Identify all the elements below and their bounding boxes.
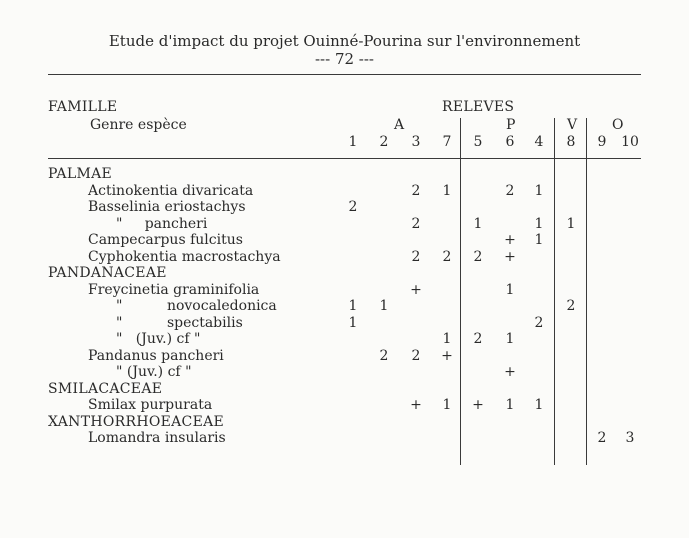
column-number: 1 — [348, 134, 358, 150]
abundance-value: 2 — [597, 430, 607, 446]
column-number: 6 — [505, 134, 515, 150]
abundance-value: 1 — [505, 281, 515, 298]
abundance-value: 2 — [379, 347, 389, 364]
abundance-value: + — [504, 248, 516, 265]
abundance-value: 2 — [411, 248, 421, 265]
divider-p-v — [554, 118, 555, 465]
abundance-value: 1 — [534, 232, 544, 248]
species-name: Pandanus pancheri — [88, 347, 224, 364]
abundance-value: + — [504, 232, 516, 248]
abundance-value: 1 — [473, 215, 483, 232]
column-number: 7 — [442, 134, 452, 150]
column-number: 9 — [597, 134, 607, 150]
abundance-value: 3 — [625, 430, 635, 446]
group-a-header: A — [394, 117, 405, 133]
species-name: Actinokentia divaricata — [88, 182, 254, 199]
species-name: " novocaledonica — [116, 298, 277, 314]
abundance-value: + — [410, 397, 422, 413]
species-name: Lomandra insularis — [88, 430, 226, 446]
column-number: 3 — [411, 134, 421, 150]
group-o-header: O — [612, 117, 624, 133]
abundance-value: 1 — [534, 215, 544, 232]
divider-a-p — [460, 118, 461, 465]
divider-v-o — [586, 118, 587, 465]
species-name: " pancheri — [116, 215, 208, 232]
document-title: Etude d'impact du projet Ouinné-Pourina sur l'environnement — [108, 32, 581, 50]
table-header-rule — [48, 158, 641, 159]
genre-espece-header: Genre espèce — [90, 117, 187, 133]
abundance-value: 2 — [411, 182, 421, 199]
species-name: Smilax purpurata — [88, 397, 213, 413]
family-name: SMILACACEAE — [48, 380, 163, 397]
header-rule — [48, 74, 641, 75]
species-name: " spectabilis — [116, 314, 243, 331]
family-name: PANDANACEAE — [48, 265, 167, 281]
species-name: Cyphokentia macrostachya — [88, 248, 281, 265]
group-p-header: P — [506, 117, 516, 133]
column-number: 8 — [566, 134, 576, 150]
species-name: " (Juv.) cf " — [116, 364, 192, 380]
abundance-value: 2 — [505, 182, 515, 199]
species-name: Campecarpus fulcitus — [88, 232, 243, 248]
abundance-value: 2 — [534, 314, 544, 331]
species-name: " (Juv.) cf " — [116, 331, 201, 347]
abundance-value: 1 — [505, 397, 515, 413]
abundance-value: 2 — [566, 298, 576, 314]
abundance-value: 1 — [348, 298, 358, 314]
column-number: 10 — [621, 134, 639, 150]
page-number: --- 72 --- — [314, 50, 375, 68]
abundance-value: 2 — [348, 199, 358, 215]
abundance-value: 1 — [505, 331, 515, 347]
releves-header: RELEVES — [442, 99, 515, 115]
abundance-value: + — [472, 397, 484, 413]
abundance-value: 1 — [534, 397, 544, 413]
abundance-value: 2 — [473, 248, 483, 265]
abundance-value: + — [410, 281, 422, 298]
abundance-value: 2 — [442, 248, 452, 265]
column-number: 5 — [473, 134, 483, 150]
abundance-value: 2 — [411, 215, 421, 232]
abundance-value: 1 — [442, 331, 452, 347]
abundance-value: 1 — [379, 298, 389, 314]
column-number: 2 — [379, 134, 389, 150]
abundance-value: 1 — [566, 215, 576, 232]
abundance-value: + — [441, 347, 453, 364]
abundance-value: 1 — [442, 182, 452, 199]
abundance-value: + — [504, 364, 516, 380]
family-name: XANTHORRHOEACEAE — [48, 413, 225, 430]
family-name: PALMAE — [48, 166, 113, 182]
abundance-value: 2 — [411, 347, 421, 364]
famille-header: FAMILLE — [48, 99, 118, 115]
column-number: 4 — [534, 134, 544, 150]
abundance-value: 2 — [473, 331, 483, 347]
group-v-header: V — [567, 117, 578, 133]
species-name: Freycinetia graminifolia — [88, 281, 260, 298]
abundance-value: 1 — [442, 397, 452, 413]
abundance-value: 1 — [534, 182, 544, 199]
abundance-value: 1 — [348, 314, 358, 331]
species-name: Basselinia eriostachys — [88, 199, 246, 215]
